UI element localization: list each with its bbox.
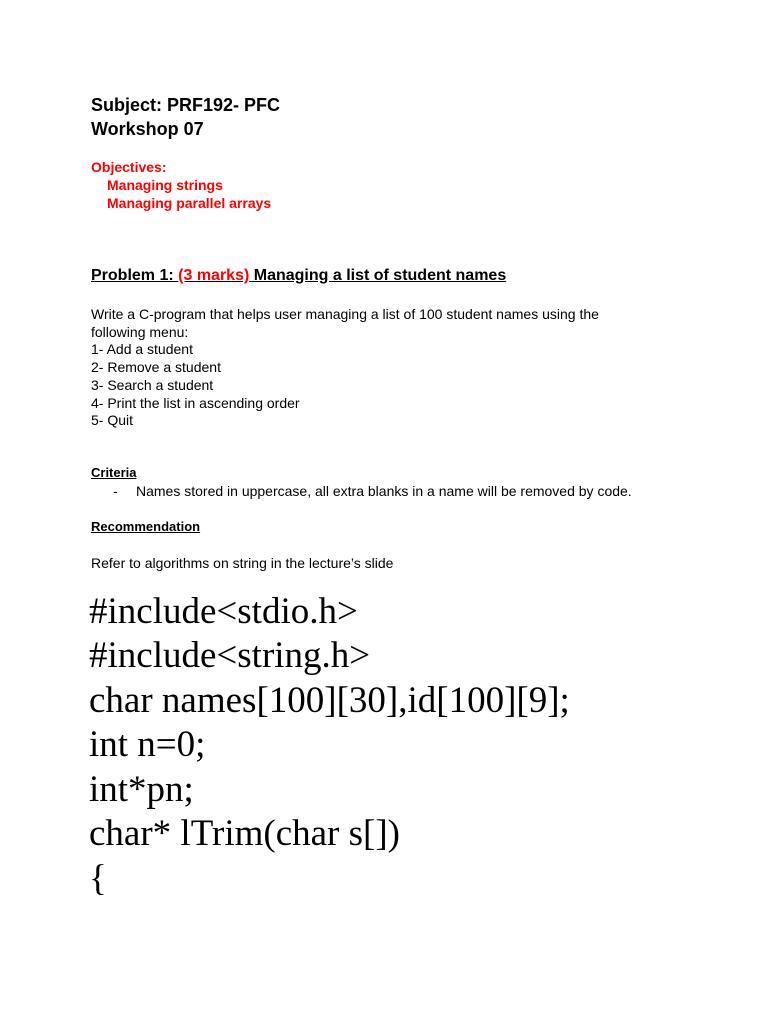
code-line: #include<string.h> [89,635,371,676]
code-line: { [89,858,107,899]
menu-option: 3- Search a student [91,377,214,393]
code-line: char* lTrim(char s[]) [89,813,400,854]
objectives-heading: Objectives: [91,159,167,175]
bullet-dash: - [113,483,118,499]
problem-1-heading [91,267,506,285]
problem-1-intro-line: Write a C-program that helps user managing a list of 100 student names using the [91,306,599,322]
code-line: char names[100][30],id[100][9]; [89,680,570,721]
menu-option: 1- Add a student [91,341,193,357]
problem-1-prefix: Problem 1: [91,267,179,284]
code-line: #include<stdio.h> [89,591,358,632]
recommendation-text: Refer to algorithms on string in the lecture’s slide [91,555,394,571]
objective-item: Managing parallel arrays [107,195,272,211]
problem-1-marks: (3 marks) [178,267,250,284]
menu-option: 5- Quit [91,412,134,428]
workshop-title: Workshop 07 [91,119,204,139]
objective-item: Managing strings [107,177,223,193]
menu-option: 2- Remove a student [91,359,221,375]
code-line: int n=0; [89,724,206,765]
code-line: int*pn; [89,769,194,810]
problem-1-title: Managing a list of student names [249,267,507,284]
problem-1-intro-line: following menu: [91,324,189,340]
subject-title: Subject: PRF192- PFC [91,95,281,115]
recommendation-heading: Recommendation [91,519,201,534]
criteria-item: Names stored in uppercase, all extra blanks in a name will be removed by code. [136,483,632,499]
criteria-heading: Criteria [91,465,137,480]
menu-option: 4- Print the list in ascending order [91,395,300,411]
